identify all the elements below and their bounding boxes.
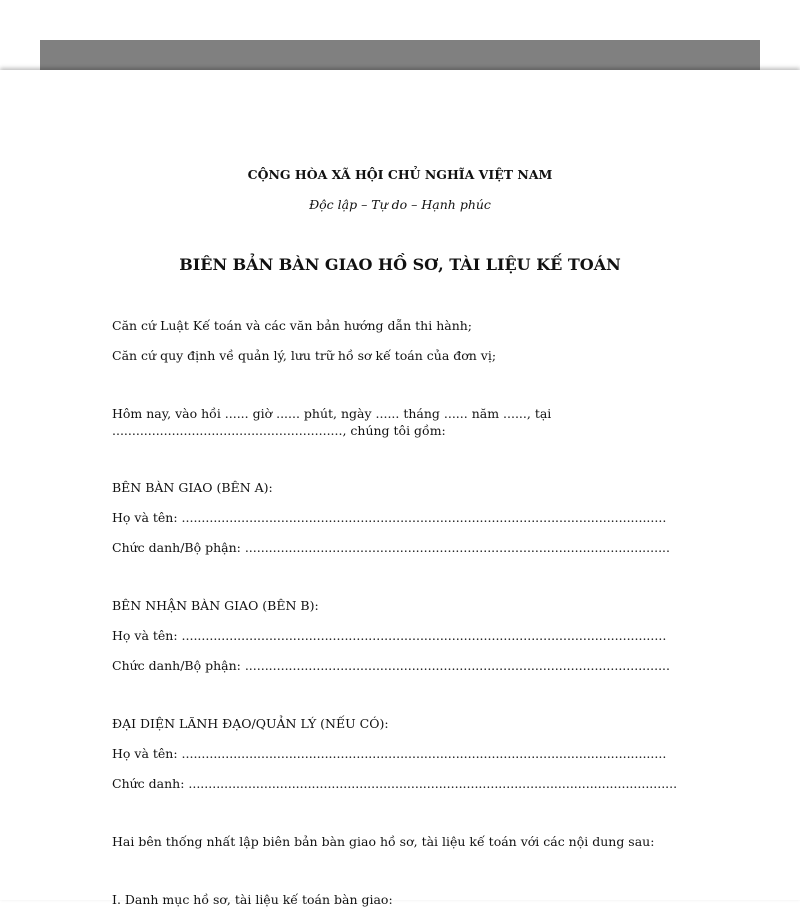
party-a-name-field: Họ và tên: .......................................................................................................................... bbox=[112, 510, 667, 525]
section-1-heading: I. Danh mục hồ sơ, tài liệu kế toán bàn giao: bbox=[112, 892, 393, 907]
manager-position-field: Chức danh: ........................................................................................................................... bbox=[112, 776, 678, 791]
party-b-heading: BÊN NHẬN BÀN GIAO (BÊN B): bbox=[112, 598, 319, 613]
party-b-name-field: Họ và tên: .......................................................................................................................... bbox=[112, 628, 667, 643]
manager-name-field: Họ và tên: .......................................................................................................................... bbox=[112, 746, 667, 761]
party-a-heading: BÊN BÀN GIAO (BÊN A): bbox=[112, 480, 273, 495]
document-toolbar-bar bbox=[40, 40, 760, 70]
legal-basis-1: Căn cứ Luật Kế toán và các văn bản hướng dẫn thi hành; bbox=[112, 318, 473, 333]
meeting-intro: Hôm nay, vào hồi ...... giờ ...... phút, ngày ...... tháng ...... năm ......, tại .........................................................., chúng tôi gồm: bbox=[112, 406, 552, 438]
party-b-position-field: Chức danh/Bộ phận: ........................................................................................................... bbox=[112, 658, 670, 673]
national-motto: Độc lập – Tự do – Hạnh phúc bbox=[309, 197, 491, 212]
country-header: CỘNG HÒA XÃ HỘI CHỦ NGHĨA VIỆT NAM bbox=[247, 167, 553, 182]
document-title: BIÊN BẢN BÀN GIAO HỒ SƠ, TÀI LIỆU KẾ TOÁN bbox=[179, 255, 621, 274]
manager-heading: ĐẠI DIỆN LÃNH ĐẠO/QUẢN LÝ (NẾU CÓ): bbox=[112, 716, 389, 731]
agreement-statement: Hai bên thống nhất lập biên bản bàn giao hồ sơ, tài liệu kế toán với các nội dung sau: bbox=[112, 834, 655, 849]
document-page bbox=[0, 70, 800, 907]
party-a-position-field: Chức danh/Bộ phận: ........................................................................................................... bbox=[112, 540, 670, 555]
legal-basis-2: Căn cứ quy định về quản lý, lưu trữ hồ sơ kế toán của đơn vị; bbox=[112, 348, 497, 363]
